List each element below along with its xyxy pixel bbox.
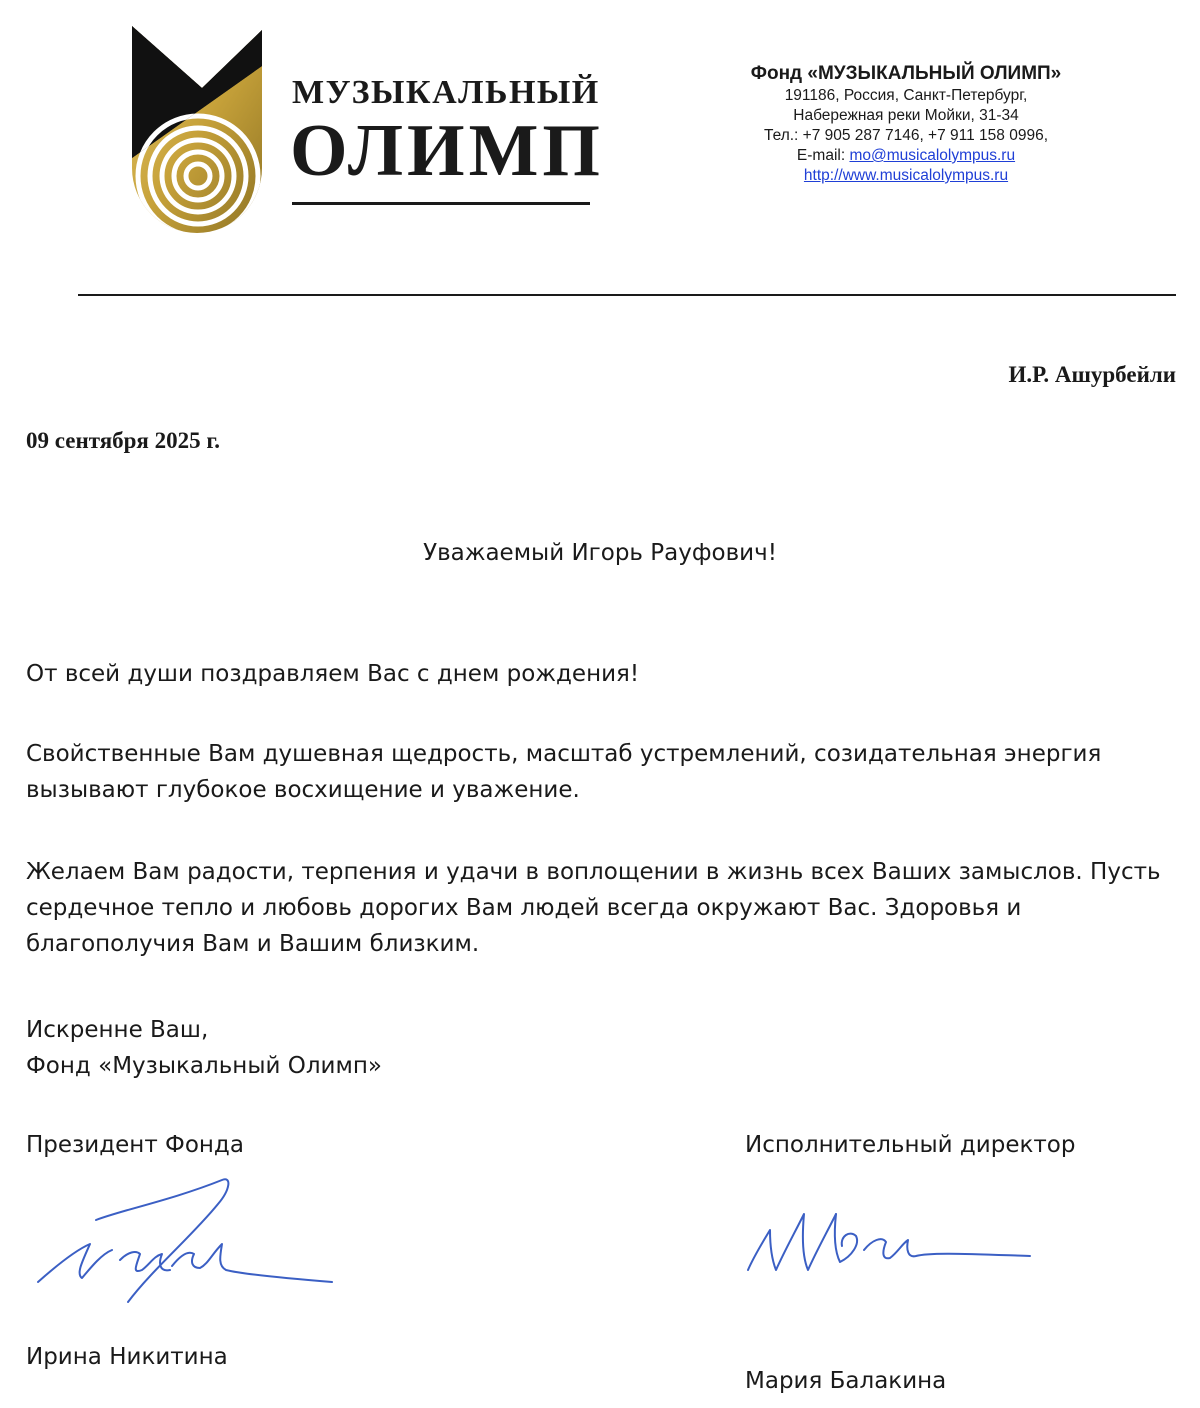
signatory-role-right: Исполнительный директор (745, 1132, 1076, 1158)
paragraph-1: От всей души поздравляем Вас с днем рождения! (26, 661, 640, 687)
website-line (706, 166, 1106, 186)
brand-underline (292, 202, 590, 205)
website-link[interactable]: http://www.musicalolympus.ru (803, 167, 1009, 184)
greeting: Уважаемый Игорь Рауфович! (423, 540, 777, 566)
signatory-name-right: Мария Балакина (745, 1368, 947, 1394)
signature-icon (740, 1200, 1040, 1300)
recipient-name: И.Р. Ашурбейли (1008, 362, 1176, 387)
letter-date: 09 сентября 2025 г. (26, 428, 220, 453)
phone-line: Тел.: +7 905 287 7146, +7 911 158 0996, (763, 127, 1049, 144)
closing-line-1: Искренне Ваш, (26, 1017, 209, 1043)
closing-line-2: Фонд «Музыкальный Олимп» (26, 1053, 382, 1079)
closing (26, 1012, 382, 1084)
header-divider (78, 294, 1176, 296)
signatory-role-left: Президент Фонда (26, 1132, 244, 1158)
brand-name-top: МУЗЫКАЛЬНЫЙ (292, 74, 600, 111)
paragraph-3: Желаем Вам радости, терпения и удачи в воплощении в жизнь всех Ваших замыслов. Пусть сердечное тепло и любовь дорогих Вам людей всегда окружают Вас. Здоровья и благополучия Вам и Вашим близким. (26, 859, 1161, 957)
email-link[interactable]: mo@musicalolympus.ru (849, 147, 1016, 164)
signature-icon (32, 1170, 352, 1310)
address-line-2: Набережная реки Мойки, 31-34 (793, 107, 1019, 124)
signatory-name-left: Ирина Никитина (26, 1344, 228, 1370)
address-line-1: 191186, Россия, Санкт-Петербург, (784, 87, 1028, 104)
contact-block (706, 62, 1106, 186)
logo-emblem-icon (132, 26, 272, 238)
organization-name: Фонд «МУЗЫКАЛЬНЫЙ ОЛИМП» (750, 63, 1062, 84)
email-line (706, 146, 1106, 166)
brand-name-main: ОЛИМП (290, 110, 604, 192)
paragraph-2: Свойственные Вам душевная щедрость, масштаб устремлений, созидательная энергия вызывают глубокое восхищение и уважение. (26, 741, 1102, 803)
email-label: E-mail: (796, 147, 850, 164)
